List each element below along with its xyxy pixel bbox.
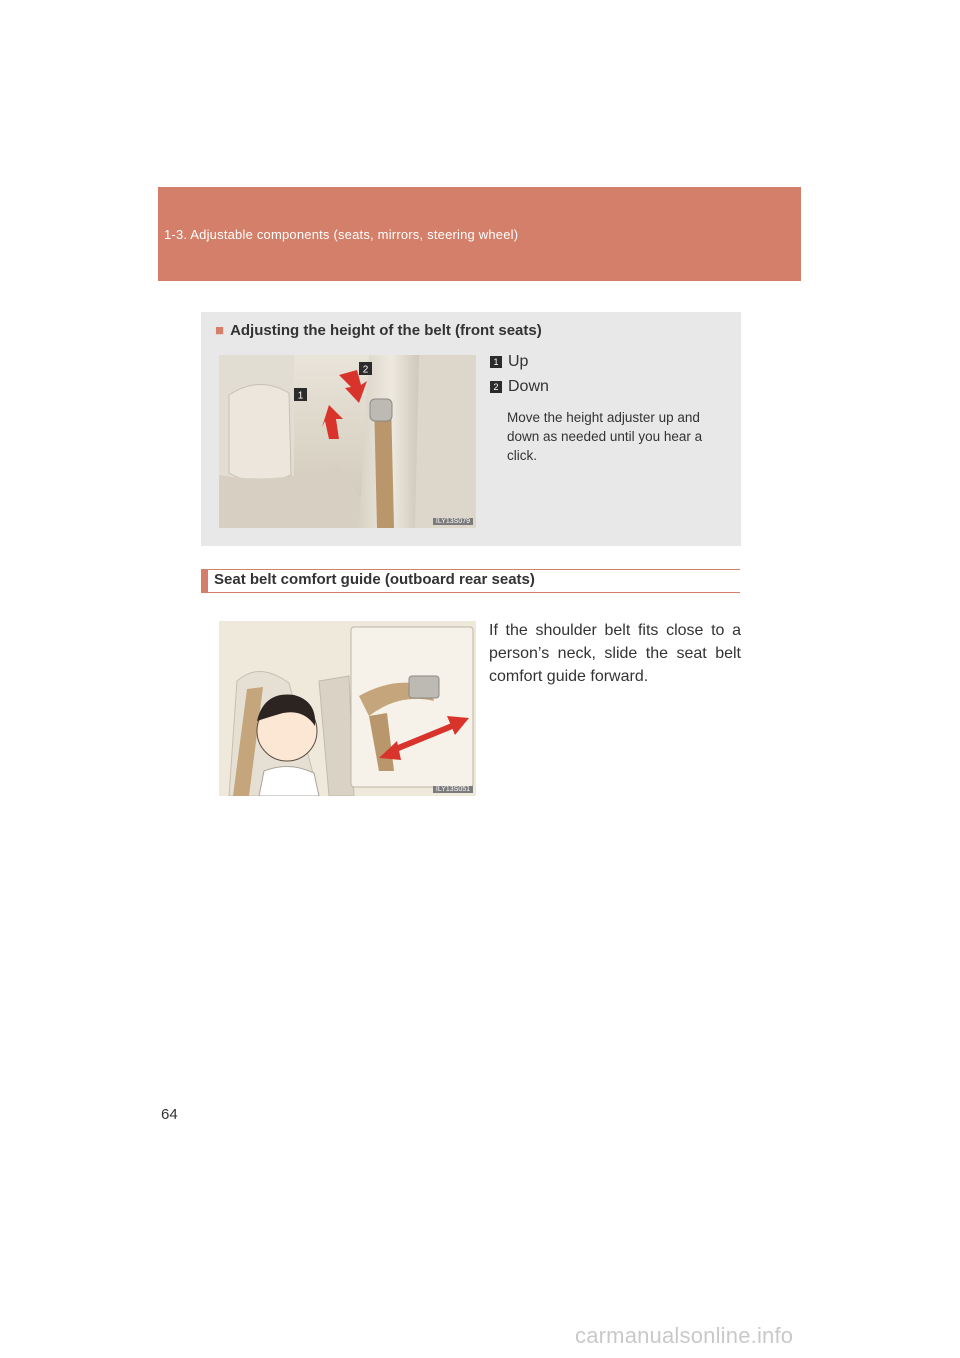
belt-height-heading-text: Adjusting the height of the belt (front seats) xyxy=(230,322,542,339)
svg-text:1: 1 xyxy=(297,390,304,402)
page-number: 64 xyxy=(161,1106,178,1123)
comfort-guide-body: If the shoulder belt fits close to a person’s neck, slide the seat belt comfort guide forward. xyxy=(489,622,741,685)
belt-height-panel xyxy=(201,312,741,546)
legend-number: 2 xyxy=(490,381,502,393)
legend-label: Down xyxy=(508,378,549,395)
square-bullet-icon: ■ xyxy=(215,322,225,339)
legend-item-up xyxy=(490,353,528,371)
image-code: ILY13S051 xyxy=(433,786,473,793)
legend-number: 1 xyxy=(490,356,502,368)
comfort-guide-heading: Seat belt comfort guide (outboard rear seats) xyxy=(214,571,535,588)
svg-text:2: 2 xyxy=(362,364,369,376)
chapter-header-band xyxy=(158,187,801,281)
comfort-guide-illustration xyxy=(219,621,476,796)
section-accent xyxy=(201,569,208,593)
image-code: ILY13S079 xyxy=(433,518,473,525)
belt-height-heading xyxy=(215,322,542,339)
belt-height-note: Move the height adjuster up and down as needed until you hear a click. xyxy=(507,410,703,463)
watermark: carmanualsonline.info xyxy=(575,1323,794,1348)
legend-label: Up xyxy=(508,353,529,370)
belt-height-illustration xyxy=(219,355,476,528)
chapter-section-title: 1-3. Adjustable components (seats, mirrors, steering wheel) xyxy=(164,227,519,242)
comfort-guide-section-bar xyxy=(201,569,740,593)
legend-item-down xyxy=(490,378,549,396)
